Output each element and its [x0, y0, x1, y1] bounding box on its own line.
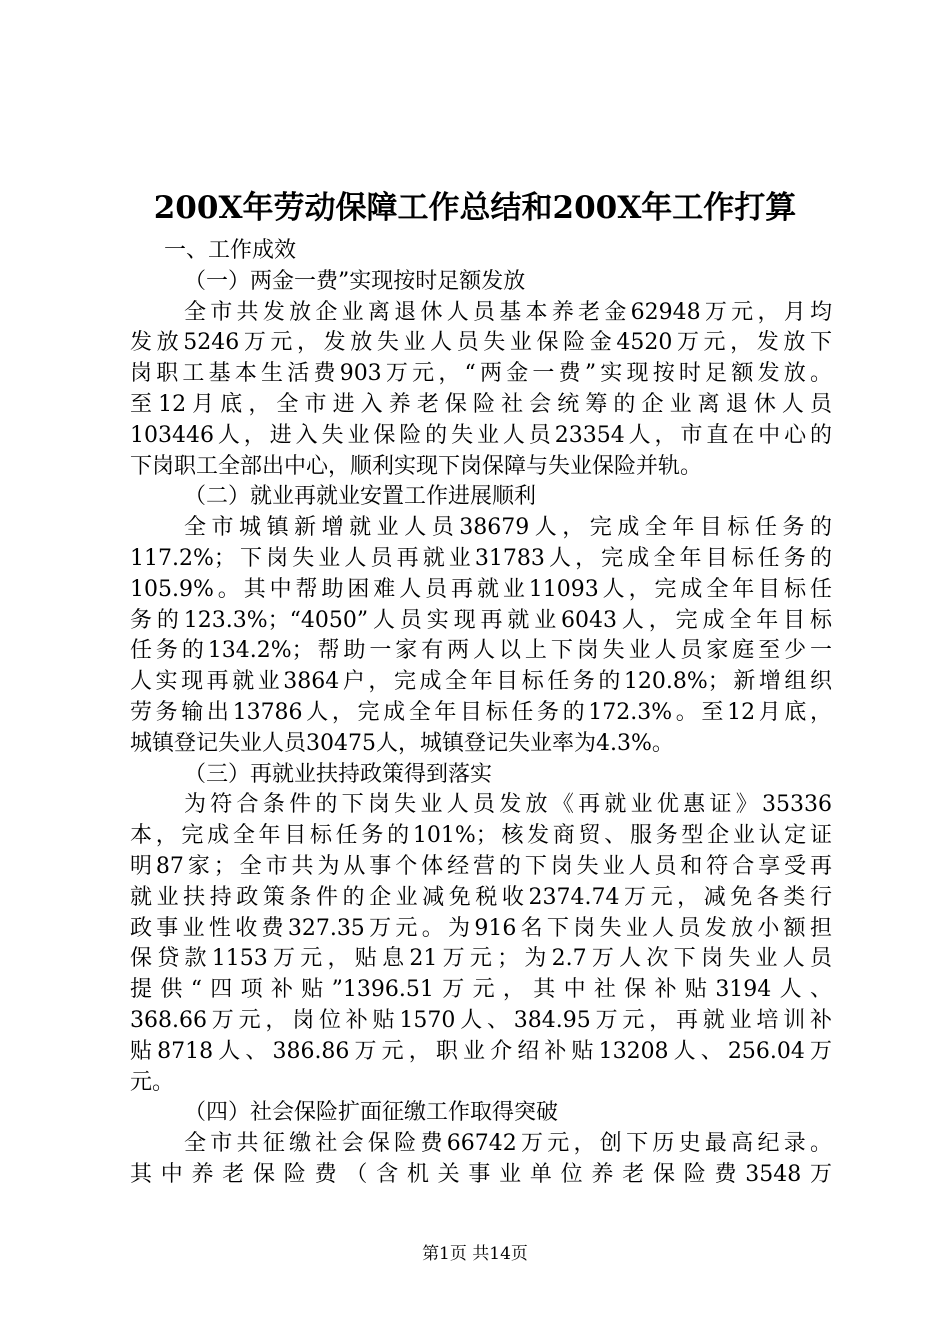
text-line: 明87家；全市共为从事个体经营的下岗失业人员和符合享受再: [130, 853, 832, 879]
text-line: 务的123.3%；“4050”人员实现再就业6043人，完成全年目标: [130, 607, 832, 633]
text-line: 人实现再就业3864户，完成全年目标任务的120.8%；新增组织: [130, 669, 832, 695]
text-line: 368.66万元，岗位补贴1570人、384.95万元，再就业培训补: [130, 1007, 832, 1033]
text-line: 105.9%。其中帮助困难人员再就业11093人，完成全年目标任: [130, 576, 832, 602]
text-line: 提供“四项补贴”1396.51万元，其中社保补贴3194人、: [130, 977, 832, 1003]
text-line: 岗职工基本生活费903万元，“两金一费”实现按时足额发放。: [130, 361, 832, 387]
text-line: 元。: [130, 1069, 175, 1095]
text-line: （二）就业再就业安置工作进展顺利: [184, 484, 537, 510]
text-line: 全市城镇新增就业人员38679人，完成全年目标任务的: [184, 515, 832, 541]
text-line: 任务的134.2%；帮助一家有两人以上下岗失业人员家庭至少一: [130, 638, 832, 664]
text-line: 103446人，进入失业保险的失业人员23354人，市直在中心的: [130, 422, 832, 448]
text-line: 其中养老保险费（含机关事业单位养老保险费3548万: [130, 1161, 832, 1187]
document-title: 200X年劳动保障工作总结和200X年工作打算: [153, 190, 797, 226]
text-line: 下岗职工全部出中心，顺利实现下岗保障与失业保险并轨。: [130, 453, 703, 479]
text-line: 117.2%；下岗失业人员再就业31783人，完成全年目标任务的: [130, 545, 832, 571]
text-line: 政事业性收费327.35万元。为916名下岗失业人员发放小额担: [130, 915, 832, 941]
page-footer: 第1页 共14页: [422, 1244, 528, 1264]
text-line: 全市共发放企业离退休人员基本养老金62948万元，月均: [184, 299, 832, 325]
document-body: [130, 236, 832, 1191]
text-line: 城镇登记失业人员30475人，城镇登记失业率为4.3%。: [130, 730, 674, 756]
text-line: 至12月底，全市进入养老保险社会统筹的企业离退休人员: [130, 391, 832, 417]
text-line: （三）再就业扶持政策得到落实: [184, 761, 493, 787]
text-line: （一）两金一费”实现按时足额发放: [184, 268, 526, 294]
text-line: 发放5246万元，发放失业人员失业保险金4520万元，发放下: [130, 330, 832, 356]
text-line: （四）社会保险扩面征缴工作取得突破: [184, 1100, 559, 1126]
text-line: 就业扶持政策条件的企业减免税收2374.74万元，减免各类行: [130, 884, 832, 910]
text-line: 贴8718人、386.86万元，职业介绍补贴13208人、256.04万: [130, 1038, 832, 1064]
text-line: 全市共征缴社会保险费66742万元，创下历史最高纪录。: [184, 1131, 832, 1157]
text-line: 一、工作成效: [164, 238, 297, 263]
text-line: 保贷款1153万元，贴息21万元；为2.7万人次下岗失业人员: [130, 946, 832, 972]
text-line: 本，完成全年目标任务的101%；核发商贸、服务型企业认定证: [130, 823, 832, 849]
text-line: 为符合条件的下岗失业人员发放《再就业优惠证》35336: [184, 792, 832, 818]
text-line: 劳务输出13786人，完成全年目标任务的172.3%。至12月底，: [130, 699, 832, 725]
